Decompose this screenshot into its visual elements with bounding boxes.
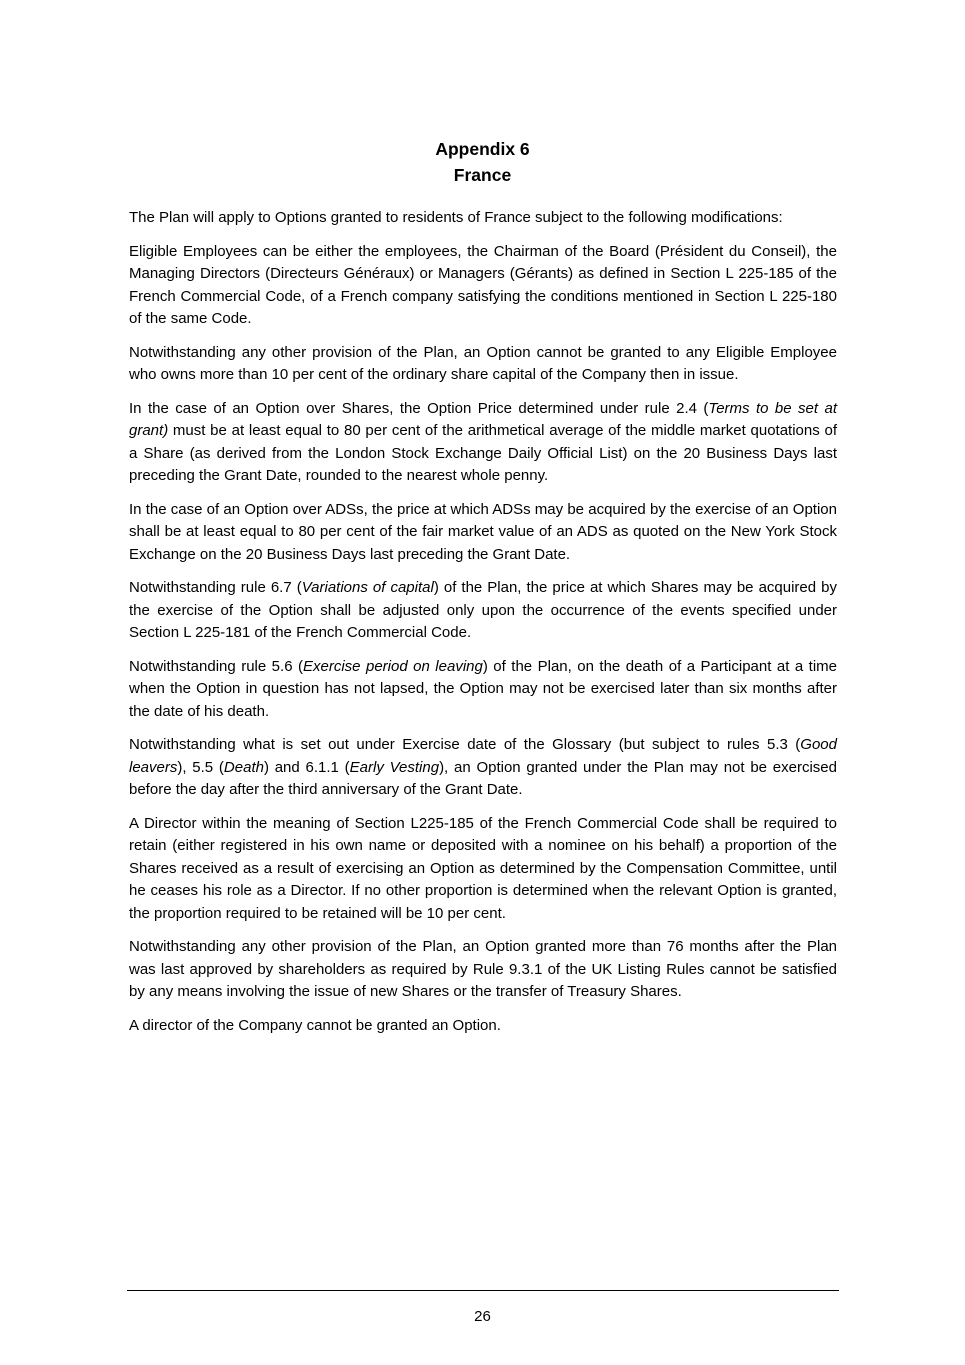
paragraph-eligible-employees: Eligible Employees can be either the employees, the Chairman of the Board (Président du Conseil), the Managing Directors (Directeurs Généraux) or Managers (Gérants) as defined in Section L 225-185 of the French Commercial Code, of a French company satisfying the conditions mentioned in Section L 225-180 of the same Code. bbox=[129, 242, 837, 327]
paragraph-option-price-shares bbox=[129, 398, 837, 488]
italic-term: Death bbox=[223, 758, 264, 776]
italic-term: Good leavers bbox=[129, 736, 837, 776]
paragraph-intro: The Plan will apply to Options granted to residents of France subject to the following modifications: bbox=[129, 209, 783, 226]
text-run: In the case of an Option over Shares, the Option Price determined under rule 2.4 ( bbox=[129, 399, 709, 417]
italic-term: Terms to be set at grant) bbox=[129, 399, 837, 439]
page-number: 26 bbox=[474, 1308, 491, 1325]
text-run: ) and 6.1.1 ( bbox=[263, 758, 350, 776]
text-run: Notwithstanding rule 6.7 ( bbox=[129, 579, 302, 596]
text-run: must be at least equal to 80 per cent of the arithmetical average of the middle market quotations of a Share (as derived from the London Stock Exchange Daily Official List) on the 20 Business Days last preceding the Grant Date, rounded to the nearest whole penny. bbox=[129, 422, 837, 484]
appendix-title: Appendix 6 bbox=[435, 139, 530, 159]
paragraph-director-exclusion: A director of the Company cannot be granted an Option. bbox=[129, 1016, 501, 1034]
text-run: ) of the Plan, on the death of a Participant at a time when the Option in question has not lapsed, the Option may not be exercised later than six months after the date of his death. bbox=[129, 657, 837, 720]
text-run: ), 5.5 ( bbox=[177, 758, 224, 776]
italic-term: Early Vesting bbox=[349, 758, 440, 776]
text-run: Notwithstanding what is set out under Exercise date of the Glossary (but subject to rules 5.3 ( bbox=[129, 736, 801, 753]
paragraph-option-price-adss: In the case of an Option over ADSs, the price at which ADSs may be acquired by the exercise of an Option shall be at least equal to 80 per cent of the fair market value of an ADS as quoted on the New York Stock Exchange on the 20 Business Days last preceding the Grant Date. bbox=[129, 500, 837, 563]
italic-term: Exercise period on leaving bbox=[303, 657, 483, 675]
text-run: ), an Option granted under the Plan may not be exercised before the day after the third anniversary of the Grant Date. bbox=[129, 758, 837, 798]
italic-term: Variations of capital bbox=[301, 579, 434, 596]
paragraph-variations-of-capital bbox=[129, 577, 837, 645]
body-text bbox=[129, 207, 837, 1048]
text-run: Notwithstanding rule 5.6 ( bbox=[129, 657, 303, 675]
paragraph-exercise-on-leaving bbox=[129, 656, 837, 724]
paragraph-exercise-date bbox=[129, 734, 837, 802]
appendix-heading bbox=[0, 136, 965, 188]
text-run: ) of the Plan, the price at which Shares may be acquired by the exercise of the Option shall be adjusted only upon the occurrence of the events specified under Section L 225-181 of the French Commercial Code. bbox=[129, 579, 837, 641]
country-title: France bbox=[453, 165, 512, 185]
footer-divider bbox=[127, 1290, 839, 1291]
paragraph-76-months: Notwithstanding any other provision of the Plan, an Option granted more than 76 months after the Plan was last approved by shareholders as required by Rule 9.3.1 of the UK Listing Rules cannot be satisfied by any means involving the issue of new Shares or the transfer of Treasury Shares. bbox=[129, 938, 837, 1000]
paragraph-director-retention: A Director within the meaning of Section L225-185 of the French Commercial Code shall be required to retain (either registered in his own name or deposited with a nominee on his behalf) a proportion of the Shares received as a result of exercising an Option as determined by the Compensation Committee, until he ceases his role as a Director. If no other proportion is determined when the relevant Option is granted, the proportion required to be retained will be 10 per cent. bbox=[129, 814, 837, 922]
paragraph-share-capital-limit: Notwithstanding any other provision of the Plan, an Option cannot be granted to any Eligible Employee who owns more than 10 per cent of the ordinary share capital of the Company then in issue. bbox=[129, 343, 837, 383]
